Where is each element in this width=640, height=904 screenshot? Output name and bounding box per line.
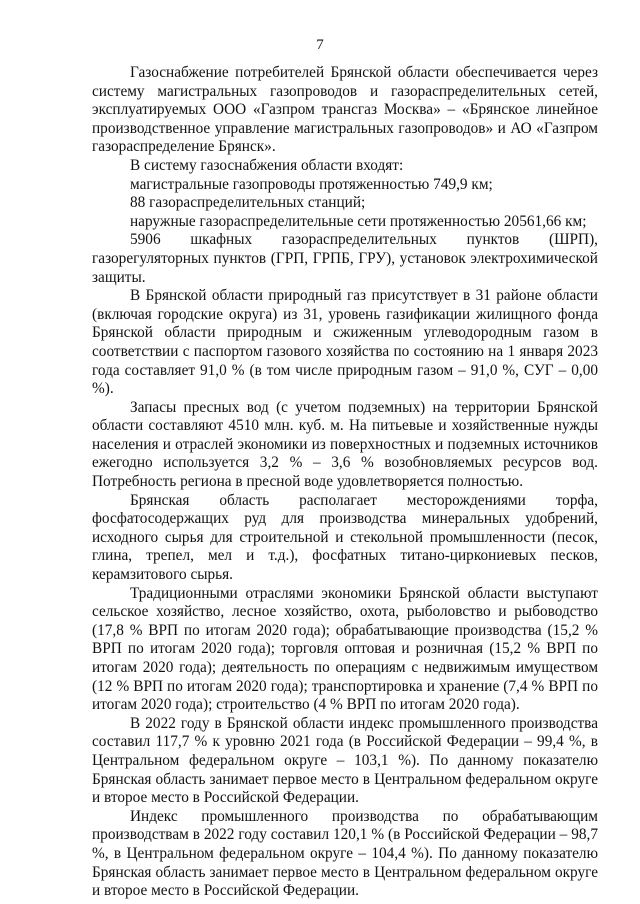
paragraph-gas-system-heading: В систему газоснабжения области входят: — [130, 156, 404, 174]
paragraph-economy-sectors: Традиционными отраслями экономики Брянской области выступают сельское хозяйство, лесное хозяйство, охота, рыболовство и рыбоводство (17,8 % ВРП по итогам 2020 года); обрабатывающие производства (15,2 % ВРП по итогам 2020 года); торговля оптовая и розничная (15,2 % ВРП по итогам 2020 года); деятельность по операциям с недвижимым имуществом (12 % ВРП по итогам 2020 года); транспортировка и хранение (7,4 % ВРП по итогам 2020 года); строительство (4 % ВРП по итогам 2020 года). — [92, 584, 598, 714]
list-item-regulator-points: 5906 шкафных газораспределительных пунктов (ШРП), газорегуляторных пунктов (ГРП, ГРПБ, ГРУ), установок электрохимической защиты. — [92, 231, 598, 286]
paragraph-industrial-index: В 2022 году в Брянской области индекс промышленного производства составил 117,7 % к уровню 2021 года (в Российской Федерации – 99,4 %, в Центральном федеральном округе – 103,1 %). По данному показателю Брянская область занимает первое место в Центральном федеральном округе и второе место в Российской Федерации. — [92, 714, 598, 807]
paragraph-mineral-deposits: Брянская область располагает месторождениями торфа, фосфатосодержащих руд для производства минеральных удобрений, исходного сырья для строительной и стекольной промышленности (песок, глина, трепел, мел и т.д.), фосфатных титано-циркониевых песков, керамзитового сырья. — [92, 491, 598, 584]
document-body — [92, 64, 598, 901]
page-number: 7 — [316, 37, 324, 53]
paragraph-gasification-level: В Брянской области природный газ присутствует в 31 районе области (включая городские округа) из 31, уровень газификации жилищного фонда Брянской области природным и сжиженным углеводородным газом в соответствии с паспортом газового хозяйства по состоянию на 1 января 2023 года составляет 91,0 % (в том числе природным газом – 91,0 %, СУГ – 0,00 %). — [92, 287, 598, 398]
paragraph-gas-supply-intro: Газоснабжение потребителей Брянской области обеспечивается через систему магистральных газопроводов и газораспределительных сетей, эксплуатируемых ООО «Газпром трансгаз Москва» – «Брянское линейное производственное управление магистральных газопроводов» и АО «Газпром газораспределение Брянск». — [92, 64, 598, 156]
list-item-distribution-stations: 88 газораспределительных станций; — [130, 194, 366, 212]
paragraph-fresh-water: Запасы пресных вод (с учетом подземных) на территории Брянской области составляют 4510 млн. куб. м. На питьевые и хозяйственные нужды населения и отраслей экономики из поверхностных и подземных источников ежегодно используется 3,2 % – 3,6 % возобновляемых ресурсов вод. Потребность региона в пресной воде удовлетворяется полностью. — [92, 398, 598, 491]
list-item-main-pipelines: магистральные газопроводы протяженностью 749,9 км; — [130, 175, 493, 193]
list-item-external-networks: наружные газораспределительные сети протяженностью 20561,66 км; — [130, 212, 587, 230]
paragraph-manufacturing-index: Индекс промышленного производства по обрабатывающим производствам в 2022 году составил 120,1 % (в Российской Федерации – 98,7 %, в Центральном федеральном округе – 104,4 %). По данному показателю Брянская область занимает первое место в Центральном федеральном округе и второе место в Российской Федерации. — [92, 807, 598, 900]
